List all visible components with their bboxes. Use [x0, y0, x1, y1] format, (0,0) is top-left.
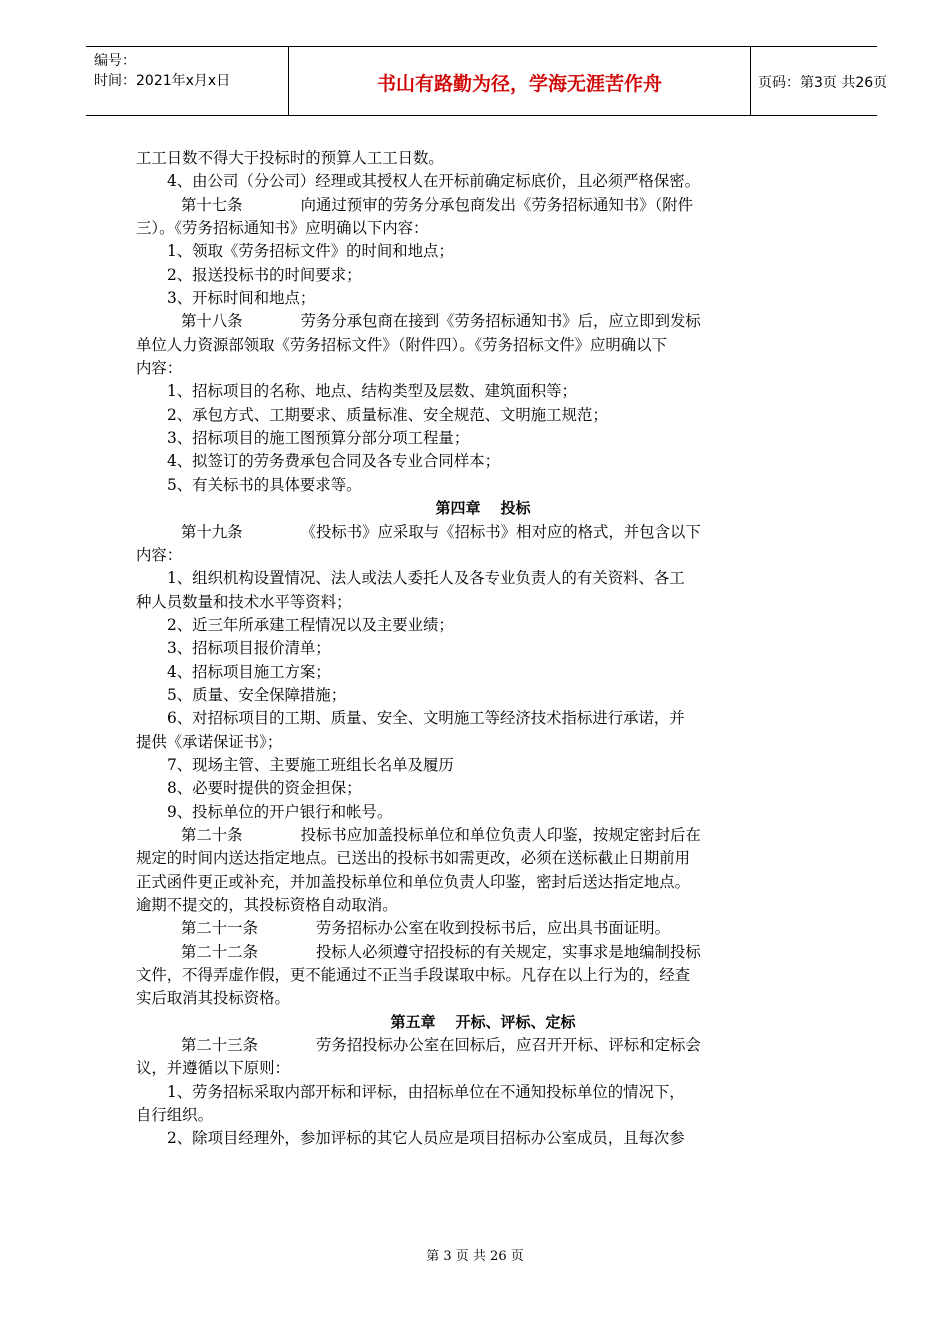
line-text: 提供《承诺保证书》；: [136, 732, 283, 751]
line-text: 1、组织机构设置情况、法人或法人委托人及各专业负责人的有关资料、各工: [167, 569, 685, 588]
line-text: 投标书应加盖投标单位和单位负责人印鉴，按规定密封后在: [300, 825, 701, 844]
line-text: 规定的时间内送达指定地点。已送出的投标书如需更改，必须在送标截止日期前用: [136, 849, 691, 868]
line-text: 7、现场主管、主要施工班组长名单及履历: [167, 755, 454, 774]
list-item: [136, 754, 830, 777]
line-text: 文件，不得弄虚作假，更不能通过不正当手段谋取中标。凡存在以上行为的，经查: [136, 966, 691, 985]
line-text: 5、有关标书的具体要求等。: [167, 475, 362, 494]
header-motto: 书山有路勤为径，学海无涯苦作舟: [376, 73, 662, 95]
line-text: 3、招标项目的施工图预算分部分项工程量；: [167, 429, 470, 448]
list-item: [136, 777, 830, 800]
line-label: 第二十一条: [181, 919, 258, 938]
article-line: [136, 1034, 830, 1057]
line-text: 5、质量、安全保障措施；: [167, 685, 347, 704]
line-text: 1、招标项目的名称、地点、结构类型及层数、建筑面积等；: [167, 382, 577, 401]
line-text: 2、承包方式、工期要求、质量标准、安全规范、文明施工规范；: [167, 405, 608, 424]
line-text: 内容：: [136, 545, 183, 564]
line-text: 4、由公司（分公司）经理或其授权人在开标前确定标底价，且必须严格保密。: [167, 172, 701, 191]
line-text: 实后取消其投标资格。: [136, 989, 290, 1008]
list-item: [136, 801, 830, 824]
list-item: [136, 240, 830, 263]
line-text: 3、开标时间和地点；: [167, 289, 316, 308]
text-line: [136, 847, 830, 870]
line-label: 第二十条: [181, 825, 243, 844]
text-line: [136, 731, 830, 754]
line-text: 议，并遵循以下原则：: [136, 1059, 290, 1078]
list-item: [136, 637, 830, 660]
article-line: [136, 521, 830, 544]
line-label: 第二十三条: [181, 1036, 258, 1055]
line-label: 第十七条: [181, 195, 243, 214]
document-time-label: 时间：2021年x月x日: [94, 73, 231, 89]
list-item: [136, 567, 830, 590]
list-item: [136, 380, 830, 403]
line-label: 第十九条: [181, 522, 243, 541]
line-text: 单位人力资源部领取《劳务招标文件》（附件四）。《劳务招标文件》应明确以下: [136, 335, 667, 354]
line-text: 内容：: [136, 359, 183, 378]
line-text: 1、领取《劳务招标文件》的时间和地点；: [167, 242, 454, 261]
text-line: [136, 170, 830, 193]
line-text: 工工日数不得大于投标时的预算人工工日数。: [136, 149, 444, 167]
document-number-label: 编号：: [94, 53, 136, 69]
text-line: [136, 1057, 830, 1080]
list-item: [136, 1081, 830, 1104]
text-line: [136, 894, 830, 917]
header-meta: [86, 47, 288, 115]
line-text: 《投标书》应采取与《招标书》相对应的格式，并包含以下: [300, 522, 701, 541]
header-page-info: 页码：第3页 共26页: [758, 75, 888, 91]
document-body: [136, 147, 830, 1151]
text-line: [136, 591, 830, 614]
text-line: [136, 544, 830, 567]
line-text: 投标: [500, 499, 531, 518]
line-text: 正式函件更正或补充，并加盖投标单位和单位负责人印鉴，密封后送达指定地点。: [136, 872, 691, 891]
text-line: [136, 987, 830, 1010]
header-page-cell: [750, 47, 888, 115]
line-label: 第十八条: [181, 312, 243, 331]
list-item: [136, 450, 830, 473]
line-text: 6、对招标项目的工期、质量、安全、文明施工等经济技术指标进行承诺，并: [167, 709, 685, 728]
list-item: [136, 614, 830, 637]
text-line: [136, 334, 830, 357]
chapter-heading: [136, 497, 830, 520]
chapter-heading: [136, 1011, 830, 1034]
article-line: [136, 194, 830, 217]
list-item: [136, 1127, 830, 1150]
line-text: 1、劳务招标采取内部开标和评标，由招标单位在不通知投标单位的情况下，: [167, 1082, 685, 1101]
line-label: 第四章: [435, 499, 481, 518]
line-text: 2、报送投标书的时间要求；: [167, 265, 362, 284]
list-item: [136, 684, 830, 707]
line-text: 向通过预审的劳务分承包商发出《劳务招标通知书》（附件: [300, 195, 694, 214]
line-text: 劳务招投标办公室在回标后，应召开开标、评标和定标会: [315, 1036, 701, 1055]
list-item: [136, 264, 830, 287]
line-text: 4、招标项目施工方案；: [167, 662, 331, 681]
list-item: [136, 707, 830, 730]
article-line: [136, 824, 830, 847]
text-line: [136, 357, 830, 380]
line-text: 自行组织。: [136, 1106, 213, 1125]
line-text: 三）。《劳务招标通知书》应明确以下内容：: [136, 219, 429, 238]
line-text: 逾期不提交的，其投标资格自动取消。: [136, 896, 398, 914]
line-text: 4、拟签订的劳务费承包合同及各专业合同样本；: [167, 452, 500, 471]
line-text: 投标人必须遵守招投标的有关规定，实事求是地编制投标: [315, 942, 701, 961]
page-footer: 第 3 页 共 26 页: [426, 1249, 524, 1264]
line-label: 第二十二条: [181, 942, 258, 961]
text-line: [136, 217, 830, 240]
list-item: [136, 287, 830, 310]
header-motto-cell: [288, 47, 751, 115]
line-text: 9、投标单位的开户银行和帐号。: [167, 802, 393, 821]
text-line: [136, 964, 830, 987]
line-text: 8、必要时提供的资金担保；: [167, 779, 362, 798]
text-line: [136, 147, 830, 170]
line-text: 3、招标项目报价清单；: [167, 639, 331, 658]
line-text: 开标、评标、定标: [455, 1012, 576, 1031]
line-text: 2、近三年所承建工程情况以及主要业绩；: [167, 615, 454, 634]
article-line: [136, 917, 830, 940]
line-text: 种人员数量和技术水平等资料；: [136, 592, 352, 611]
list-item: [136, 427, 830, 450]
text-line: [136, 1104, 830, 1127]
line-text: 劳务招标办公室在收到投标书后，应出具书面证明。: [315, 919, 670, 938]
article-line: [136, 941, 830, 964]
list-item: [136, 404, 830, 427]
line-text: 劳务分承包商在接到《劳务招标通知书》后，应立即到发标: [300, 312, 701, 331]
line-label: 第五章: [390, 1012, 436, 1031]
list-item: [136, 661, 830, 684]
list-item: [136, 474, 830, 497]
article-line: [136, 310, 830, 333]
line-text: 2、除项目经理外，参加评标的其它人员应是项目招标办公室成员，且每次参: [167, 1129, 685, 1148]
text-line: [136, 871, 830, 894]
page-header: [86, 46, 888, 116]
